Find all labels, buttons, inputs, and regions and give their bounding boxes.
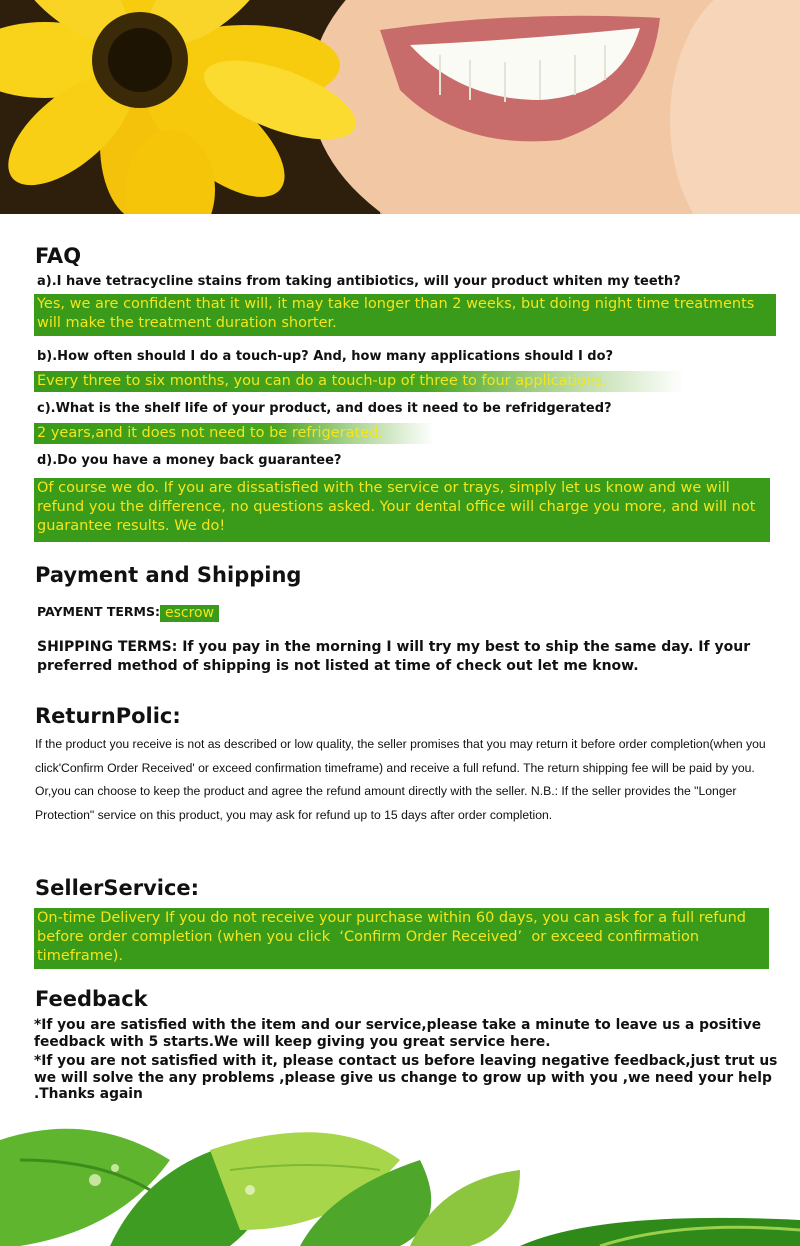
hero-illustration	[0, 0, 800, 214]
faq-title: FAQ	[35, 244, 82, 268]
feedback-negative: *If you are not satisfied with it, please contact us before leaving negative feedback,just trut us we will solve the any problems ,please give us change to grow up with you ,we need your help .Thanks again	[34, 1053, 778, 1102]
faq-question-a: a).I have tetracycline stains from taking antibiotics, will your product whiten my teeth?	[37, 274, 681, 289]
feedback-positive: *If you are satisfied with the item and our service,please take a minute to leave us a positive feedback with 5 starts.We will keep giving you great service here.	[34, 1017, 762, 1050]
return-policy-text: If the product you receive is not as described or low quality, the seller promises that you may return it before order completion(when you click'Confirm Order Received' or exceed confirmation timeframe) and receive a full refund. The return shipping fee will be paid by you. Or,you can choose to keep the product and agree the refund amount directly with the seller. N.B.: If the seller provides the "Longer Protection" service on this product, you may ask for refund up to 15 days after order completion.	[35, 737, 766, 822]
feedback-title: Feedback	[35, 987, 148, 1011]
return-policy-title: ReturnPolic:	[35, 704, 181, 728]
shipping-terms: SHIPPING TERMS: If you pay in the morning I will try my best to ship the same day. If your preferred method of shipping is not listed at time of check out let me know.	[37, 639, 751, 674]
payment-terms-label: PAYMENT TERMS:	[37, 604, 160, 619]
faq-question-c: c).What is the shelf life of your product, and does it need to be refridgerated?	[37, 401, 612, 416]
seller-service-title: SellerService:	[35, 876, 200, 900]
seller-service-text: On-time Delivery If you do not receive your purchase within 60 days, you can ask for a full refund before order completion (when you click ‘Confirm Order Received’ or exceed confirmation timeframe).	[34, 908, 769, 969]
faq-answer-a: Yes, we are confident that it will, it may take longer than 2 weeks, but doing night time treatments will make the treatment duration shorter.	[34, 294, 776, 336]
payment-terms-value: escrow	[160, 605, 219, 622]
hero-banner	[0, 0, 800, 214]
faq-question-b: b).How often should I do a touch-up? And, how many applications should I do?	[37, 349, 614, 364]
faq-answer-d: Of course we do. If you are dissatisfied with the service or trays, simply let us know and we will refund you the difference, no questions asked. Your dental office will charge you more, and will not guarantee results. We do!	[34, 478, 770, 542]
faq-answer-c: 2 years,and it does not need to be refrigerated.	[34, 423, 434, 444]
payment-title: Payment and Shipping	[35, 563, 302, 587]
payment-terms	[37, 604, 219, 622]
faq-answer-b: Every three to six months, you can do a touch-up of three to four applications.	[34, 371, 684, 392]
faq-question-d: d).Do you have a money back guarantee?	[37, 453, 342, 468]
leaves-decoration	[0, 1120, 800, 1246]
